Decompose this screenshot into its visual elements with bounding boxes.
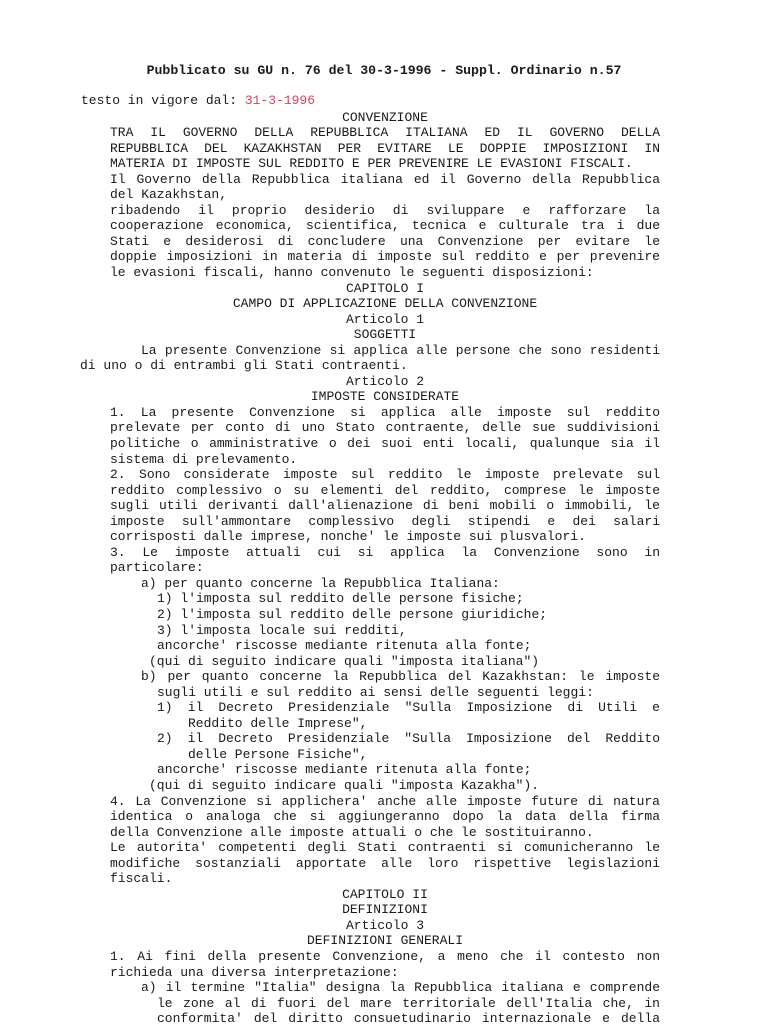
text-line: doppie imposizioni in materia di imposte sul reddito e per prevenire xyxy=(110,249,660,265)
text-line: delle Persone Fisiche", xyxy=(188,746,368,762)
text-line: MATERIA DI IMPOSTE SUL REDDITO E PER PREVENIRE LE EVASIONI FISCALI. xyxy=(110,156,633,172)
text-line: le evasioni fiscali, hanno convenuto le seguenti disposizioni: xyxy=(110,264,594,280)
text-line: conformita' del diritto consuetudinario internazionale e della xyxy=(157,1011,660,1027)
text-line: richieda una diversa interpretazione: xyxy=(110,964,399,980)
text-line: politiche o amministrative o dei suoi enti locali, qualunque sia il xyxy=(110,435,660,451)
text-line: CAPITOLO I xyxy=(345,280,424,296)
text-line: DEFINIZIONI GENERALI xyxy=(306,933,464,949)
text-line: Reddito delle Imprese", xyxy=(188,715,368,731)
text-line: 4. La Convenzione si applichera' anche alle imposte future di natura xyxy=(110,793,660,809)
text-line: prelevate per conto di uno Stato contraente, delle sue suddivisioni xyxy=(110,420,660,436)
text-line: della Convenzione alle imposte attuali o che le sostituiranno. xyxy=(110,824,594,840)
text-line: Il Governo della Repubblica italiana ed il Governo della Repubblica xyxy=(110,171,660,187)
text-line: (qui di seguito indicare quali "imposta Kazakha"). xyxy=(149,778,540,794)
text-line: 3. Le imposte attuali cui si applica la Convenzione sono in xyxy=(110,544,660,560)
text-line: a) per quanto concerne la Repubblica Italiana: xyxy=(141,575,500,591)
publication-title: Pubblicato su GU n. 76 del 30-3-1996 - Suppl. Ordinario n.57 xyxy=(146,63,622,78)
text-line: reddito complessivo o su elementi del reddito, comprese le imposte xyxy=(110,482,660,498)
text-line: Stati e desiderosi di concludere una Convenzione per evitare le xyxy=(110,233,660,249)
text-line: Le autorita' competenti degli Stati contraenti si comunicheranno le xyxy=(110,840,660,856)
text-line: (qui di seguito indicare quali "imposta italiana") xyxy=(149,653,540,669)
text-line: del Kazakhstan, xyxy=(110,187,228,203)
text-line: particolare: xyxy=(110,560,204,576)
text-line: modifiche sostanziali apportate alle loro rispettive legislazioni xyxy=(110,855,660,871)
text-line: CONVENZIONE xyxy=(342,109,428,125)
text-line: cooperazione economica, scientifica, tecnica e culturale tra i due xyxy=(110,218,660,234)
text-line: 1) l'imposta sul reddito delle persone fisiche; xyxy=(157,591,524,607)
in-force-date: 31-3-1996 xyxy=(244,93,316,108)
convention-text xyxy=(80,109,660,1027)
text-line: identica o analoga che si aggiungeranno dopo la data della firma xyxy=(110,809,660,825)
text-line: 2) l'imposta sul reddito delle persone giuridiche; xyxy=(157,607,548,622)
text-line: 2) il Decreto Presidenziale "Sulla Imposizione del Reddito xyxy=(157,731,660,747)
text-line: imposte sull'ammontare complessivo degli stipendi e dei salari xyxy=(110,513,660,529)
text-line: Articolo 3 xyxy=(345,917,424,933)
text-line: 1. Ai fini della presente Convenzione, a meno che il contesto non xyxy=(110,949,660,965)
text-line: 1. La presente Convenzione si applica alle imposte sul reddito xyxy=(110,404,660,420)
text-line: REPUBBLICA DEL KAZAKHSTAN PER EVITARE LE DOPPIE IMPOSIZIONI IN xyxy=(110,140,660,156)
text-line: sistema di prelevamento. xyxy=(110,451,298,467)
text-line: 3) l'imposta locale sui redditi, xyxy=(157,622,407,638)
text-line: Articolo 1 xyxy=(345,311,424,327)
text-line: sugli utili e sul reddito ai sensi delle seguenti leggi: xyxy=(157,684,594,700)
text-line: CAMPO DI APPLICAZIONE DELLA CONVENZIONE xyxy=(232,296,538,312)
text-line: DEFINIZIONI xyxy=(342,902,428,918)
text-line: le zone al di fuori del mare territoriale dell'Italia che, in xyxy=(157,995,660,1011)
text-line: 2. Sono considerate imposte sul reddito le imposte prelevate sul xyxy=(110,467,660,483)
text-line: ribadendo il proprio desiderio di sviluppare e rafforzare la xyxy=(110,202,660,218)
in-force-label: testo in vigore dal: xyxy=(81,93,245,108)
text-line: di uno o di entrambi gli Stati contraenti. xyxy=(80,358,408,374)
text-line: fiscali. xyxy=(110,871,173,887)
text-line: CAPITOLO II xyxy=(342,886,428,902)
text-line: TRA IL GOVERNO DELLA REPUBBLICA ITALIANA ED IL GOVERNO DELLA xyxy=(110,125,660,141)
text-line: 1) il Decreto Presidenziale "Sulla Imposizione di Utili e xyxy=(157,700,660,716)
text-line: La presente Convenzione si applica alle persone che sono residenti xyxy=(141,342,660,358)
text-line: Articolo 2 xyxy=(345,373,424,389)
text-line: a) il termine "Italia" designa la Repubblica italiana e comprende xyxy=(141,980,660,996)
text-line: ancorche' riscosse mediante ritenuta alla fonte; xyxy=(157,638,532,654)
text-line: IMPOSTE CONSIDERATE xyxy=(310,389,460,405)
in-force-line xyxy=(81,93,315,109)
text-line: ancorche' riscosse mediante ritenuta alla fonte; xyxy=(157,762,532,778)
text-line: b) per quanto concerne la Repubblica del Kazakhstan: le imposte xyxy=(141,669,660,685)
text-line: SOGGETTI xyxy=(353,327,417,343)
text-line: sugli utili derivanti dall'alienazione di beni mobili o immobili, le xyxy=(110,498,660,514)
text-line: corrisposti dalle imprese, nonche' le imposte sui plusvalori. xyxy=(110,529,586,545)
